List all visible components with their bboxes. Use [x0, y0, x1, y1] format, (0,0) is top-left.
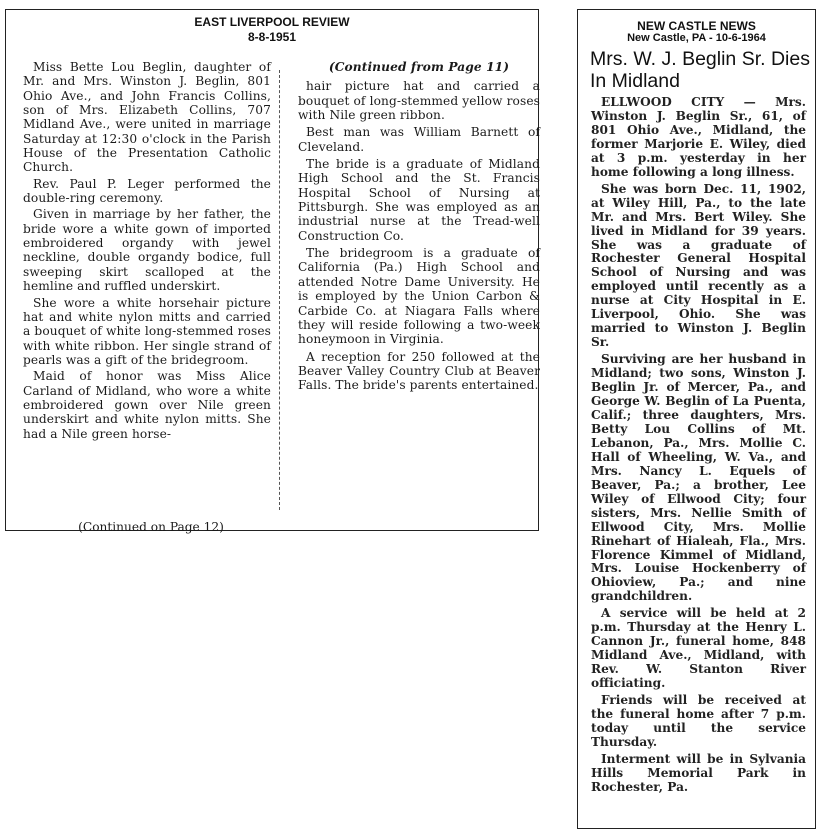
article-paragraph: Miss Bette Lou Beglin, daughter of Mr. and Mrs. Winston J. Beglin, 801 Ohio Ave., and John Francis Collins, son of Mrs. Elizabeth Collins, 707 Midland Ave., were united in marriage Saturday at 12:30 o'clock in the Parish House of the Presentation Catholic Church. [23, 60, 271, 175]
article-paragraph: Surviving are her husband in Midland; two sons, Winston J. Beglin Jr. of Mercer, Pa., and George W. Beglin of La Puenta, Calif.; three daughters, Mrs. Betty Lou Collins of Mt. Lebanon, Pa., Mrs. Mollie C. Hall of Wheeling, W. Va., and Mrs. Nancy L. Equels of Beaver, Pa.; a brother, Lee Wiley of Ellwood City; four sisters, Mrs. Nellie Smith of Ellwood City, Mrs. Mollie Rinehart of Hialeah, Fla., Mrs. Florence Kimmel of Midland, Mrs. Louise Hockenberry of Ohioview, Pa.; and nine grandchildren. [591, 352, 806, 604]
continued-from-label: (Continued from Page 11) [328, 60, 510, 74]
article-paragraph: A service will be held at 2 p.m. Thursday at the Henry L. Cannon Jr., funeral home, 848 Midland Ave., Midland, with Rev. W. Stanton River officiating. [591, 606, 806, 691]
article-paragraph: Given in marriage by her father, the bride wore a white gown of imported embroidered organdy with jewel neckline, double organdy bodice, full sweeping skirt scalloped at the hemline and ruffled underskirt. [23, 207, 271, 294]
obituary-headline: Mrs. W. J. Beglin Sr. Dies In Midland [590, 48, 810, 92]
column-divider [279, 70, 281, 510]
article-paragraph: She was born Dec. 11, 1902, at Wiley Hill, Pa., to the late Mr. and Mrs. Bert Wiley. She lived in Midland for 39 years. She was a graduate of Rochester General Hospital School of Nursing and was employed until recently as a nurse at City Hospital in E. Liverpool, Ohio. She was married to Winston J. Beglin Sr. [591, 181, 806, 350]
article-paragraph: Maid of honor was Miss Alice Carland of Midland, who wore a white embroidered gown over Nile green underskirt and white nylon mitts. She had a Nile green horse- [23, 369, 271, 441]
article-paragraph: Best man was William Barnett of Cleveland. [298, 125, 540, 154]
article-paragraph: Interment will be in Sylvania Hills Memorial Park in Rochester, Pa. [591, 751, 806, 794]
article-paragraph: Rev. Paul P. Leger performed the double-ring ceremony. [23, 176, 271, 206]
article-paragraph: hair picture hat and carried a bouquet of long-stemmed yellow roses with Nile green ribbon. [298, 79, 540, 123]
clipping-source-title: NEW CASTLE NEWS [637, 19, 756, 33]
article-column-right [298, 60, 540, 396]
article-column-left [23, 60, 271, 443]
article-paragraph: She wore a white horsehair picture hat and white nylon mitts and carried a bouquet of white long-stemmed roses with white ribbon. Her single strand of pearls was a gift of the bridegroom. [23, 295, 271, 367]
wedding-clipping [5, 9, 540, 534]
article-paragraph: Friends will be received at the funeral home after 7 p.m. today until the service Thursday. [591, 693, 806, 749]
clipping-date: New Castle, PA - 10-6-1964 [627, 32, 766, 44]
continued-on-label: (Continued on Page 12) [78, 520, 224, 534]
article-paragraph: The bridegroom is a graduate of California (Pa.) High School and attended Notre Dame University. He is employed by the Union Carbon & Carbide Co. at Niagara Falls where they will reside following a two-week honeymoon in Virginia. [298, 246, 540, 347]
article-paragraph: A reception for 250 followed at the Beaver Valley Country Club at Beaver Falls. The bride's parents entertained. [298, 349, 540, 393]
article-paragraph: ELLWOOD CITY — Mrs. Winston J. Beglin Sr., 61, of 801 Ohio Ave., Midland, the former Marjorie E. Wiley, died at 3 p.m. yesterday in her home following a long illness. [591, 95, 806, 179]
article-paragraph: The bride is a graduate of Midland High School and the St. Francis Hospital School of Nursing at Pittsburgh. She was employed as an industrial nurse at the Tread-well Construction Co. [298, 157, 540, 243]
obituary-body [591, 96, 806, 798]
clipping-source-title: EAST LIVERPOOL REVIEW [194, 15, 350, 29]
obituary-clipping [577, 9, 816, 829]
clipping-date: 8-8-1951 [247, 30, 297, 44]
